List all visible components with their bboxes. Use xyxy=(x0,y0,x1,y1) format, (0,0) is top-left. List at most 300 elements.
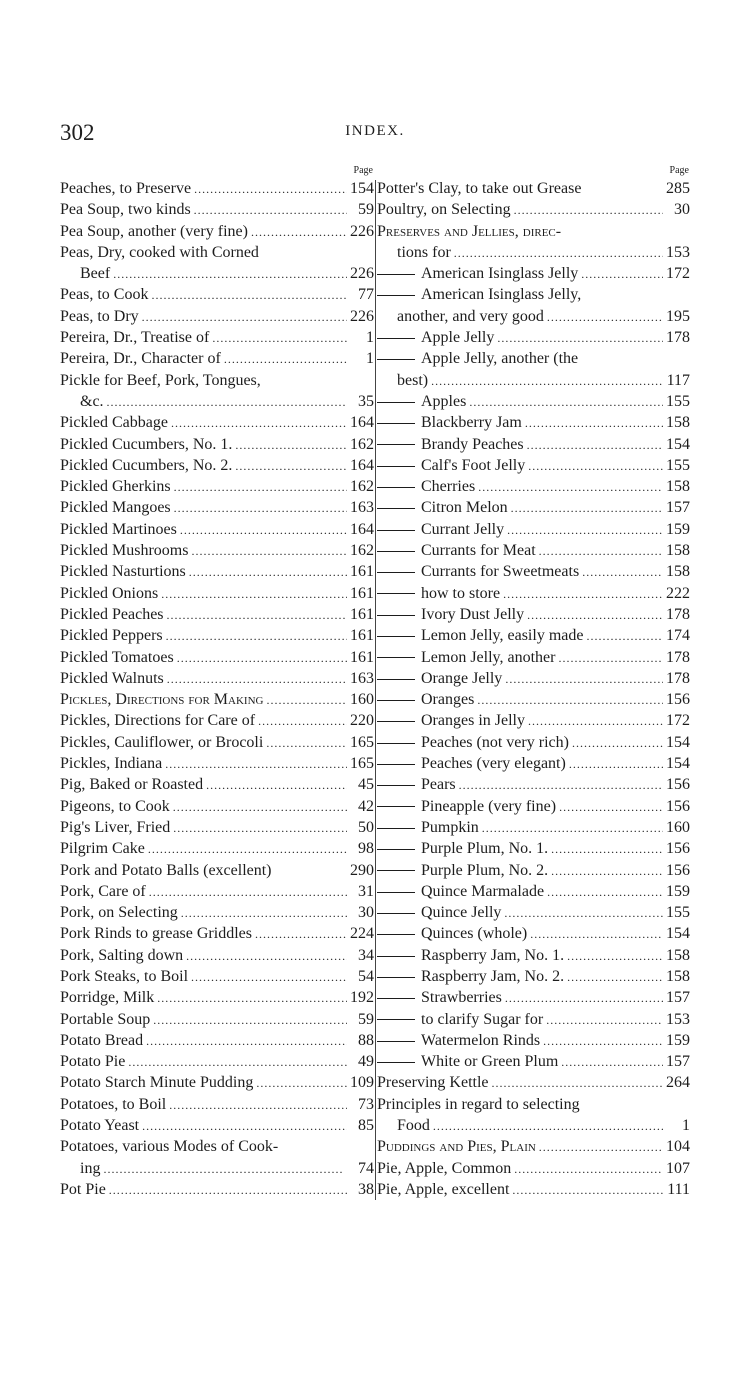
index-entry xyxy=(377,732,690,753)
entry-page-number: 31 xyxy=(358,882,374,900)
index-entry xyxy=(60,860,374,881)
entry-page-number: 107 xyxy=(666,1159,690,1177)
entry-page-number: 161 xyxy=(350,605,374,623)
index-entry xyxy=(377,327,690,348)
entry-page-number: 30 xyxy=(674,201,690,219)
entry-title: Pickled Gherkins xyxy=(60,478,171,496)
index-entry xyxy=(377,348,690,369)
entry-title: Pickled Onions xyxy=(60,584,159,602)
entry-title: Pickled Walnuts xyxy=(60,669,164,687)
index-entry xyxy=(377,1115,690,1136)
entry-page-number: 158 xyxy=(666,946,690,964)
dot-leader xyxy=(142,306,347,327)
entry-title: Potter's Clay, to take out Grease xyxy=(377,180,582,197)
entry-page-number: 104 xyxy=(666,1138,690,1156)
index-entry xyxy=(60,1072,374,1093)
entry-title: Pig's Liver, Fried xyxy=(60,818,171,836)
entry-title: Pickled Mangoes xyxy=(60,499,171,517)
entry-page-number: 50 xyxy=(358,818,374,836)
entry-page-number: 172 xyxy=(666,265,690,283)
entry-page-number: 172 xyxy=(666,712,690,730)
dot-leader xyxy=(212,327,347,348)
running-head: INDEX. xyxy=(345,123,405,139)
entry-page-number: 162 xyxy=(350,478,374,496)
entry-title: American Isinglass Jelly, xyxy=(377,284,581,305)
entry-page-number: 156 xyxy=(666,776,690,794)
dot-leader xyxy=(567,945,663,966)
entry-title: Potatoes, to Boil xyxy=(60,1095,167,1113)
entry-page-number: 160 xyxy=(666,818,690,836)
dot-leader xyxy=(547,881,663,902)
dot-leader xyxy=(180,519,347,540)
index-entry xyxy=(377,923,690,944)
dot-leader xyxy=(157,987,347,1008)
dot-leader xyxy=(569,753,663,774)
entry-title: Preserves and Jellies, direc- xyxy=(377,222,562,240)
dot-leader xyxy=(581,263,663,284)
entry-page-number: 285 xyxy=(666,180,690,197)
index-entry xyxy=(377,519,690,540)
index-entry xyxy=(377,710,690,731)
entry-title: Pickled Peaches xyxy=(60,605,164,623)
entry-title: Purple Plum, No. 1. xyxy=(377,838,548,859)
index-entry xyxy=(60,497,374,518)
index-entry xyxy=(60,710,374,731)
dot-leader xyxy=(174,497,347,518)
dot-leader xyxy=(503,583,663,604)
entry-page-number: 77 xyxy=(358,286,374,304)
dot-leader xyxy=(527,434,663,455)
entry-title: Potatoes, various Modes of Cook- xyxy=(60,1138,279,1156)
entry-title: Pears xyxy=(377,774,456,795)
dot-leader xyxy=(527,604,663,625)
index-entry xyxy=(60,221,374,242)
dot-leader xyxy=(166,625,347,646)
entry-page-number: 1 xyxy=(366,329,374,347)
dot-leader xyxy=(194,178,347,199)
entry-page-number: 161 xyxy=(350,627,374,645)
index-entry xyxy=(60,306,374,327)
index-entry xyxy=(60,370,374,391)
entry-page-number: 220 xyxy=(350,712,374,730)
entry-title: Pork and Potato Balls (excellent) xyxy=(60,861,272,879)
index-entry xyxy=(377,668,690,689)
index-entry xyxy=(60,1179,374,1200)
entry-title: Peaches (not very rich) xyxy=(377,732,569,753)
entry-page-number: 154 xyxy=(350,180,374,197)
entry-page-number: 162 xyxy=(350,542,374,560)
entry-page-number: 178 xyxy=(666,648,690,666)
index-entry xyxy=(377,1030,690,1051)
entry-page-number: 163 xyxy=(350,669,374,687)
dot-leader xyxy=(149,881,347,902)
index-entry xyxy=(60,412,374,433)
dot-leader xyxy=(107,391,347,412)
entry-title: Orange Jelly xyxy=(377,668,502,689)
entry-page-number: 98 xyxy=(358,840,374,858)
entry-page-number: 157 xyxy=(666,989,690,1007)
entry-title: Lemon Jelly, easily made xyxy=(377,625,583,646)
entry-page-number: 161 xyxy=(350,563,374,581)
entry-title: American Isinglass Jelly xyxy=(377,263,578,284)
index-entry xyxy=(377,625,690,646)
entry-title: Apples xyxy=(377,391,466,412)
index-entry xyxy=(377,583,690,604)
entry-title: Puddings and Pies, Plain xyxy=(377,1138,536,1156)
index-entry xyxy=(377,796,690,817)
entry-title: Pie, Apple, Common xyxy=(377,1159,512,1177)
entry-title: Lemon Jelly, another xyxy=(377,647,555,668)
dot-leader xyxy=(167,668,347,689)
dot-leader xyxy=(266,732,347,753)
entry-title: Calf's Foot Jelly xyxy=(377,455,525,476)
dot-leader xyxy=(142,1115,347,1136)
entry-title: Brandy Peaches xyxy=(377,434,524,455)
entry-title: Purple Plum, No. 2. xyxy=(377,860,548,881)
index-entry xyxy=(377,860,690,881)
index-entry xyxy=(60,732,374,753)
entry-title: another, and very good xyxy=(397,307,544,325)
entry-page-number: 157 xyxy=(666,1053,690,1071)
entry-page-number: 162 xyxy=(350,435,374,453)
entry-title: Citron Melon xyxy=(377,497,508,518)
dot-leader xyxy=(173,796,347,817)
entry-title: Cherries xyxy=(377,476,475,497)
index-entry xyxy=(60,1009,374,1030)
index-column-left xyxy=(60,164,374,1200)
dot-leader xyxy=(514,199,663,220)
entry-page-number: 174 xyxy=(666,627,690,645)
dot-leader xyxy=(478,476,663,497)
entry-title: tions for xyxy=(397,243,451,261)
entry-page-number: 158 xyxy=(666,542,690,560)
dot-leader xyxy=(530,923,663,944)
entry-page-number: 111 xyxy=(667,1180,690,1198)
entry-title: Peas, to Dry xyxy=(60,307,139,325)
index-column-right xyxy=(377,164,690,1200)
entry-page-number: 156 xyxy=(666,840,690,858)
entry-page-number: 164 xyxy=(350,414,374,432)
entry-title: Beef xyxy=(80,265,111,283)
dot-leader xyxy=(505,668,663,689)
entry-title: Quince Marmalade xyxy=(377,881,544,902)
entry-title: Pie, Apple, excellent xyxy=(377,1180,510,1198)
index-entry xyxy=(377,540,690,561)
entry-title: Peas, to Cook xyxy=(60,286,149,304)
dot-leader xyxy=(505,987,663,1008)
entry-title: Pickled Cabbage xyxy=(60,414,168,432)
index-entry xyxy=(377,604,690,625)
entry-page-number: 165 xyxy=(350,755,374,773)
index-entry xyxy=(377,647,690,668)
entry-title: White or Green Plum xyxy=(377,1051,558,1072)
entry-page-number: 222 xyxy=(666,584,690,602)
index-entry xyxy=(377,1072,690,1093)
entry-page-number: 45 xyxy=(358,776,374,794)
entry-page-number: 165 xyxy=(350,733,374,751)
entry-title: Pickles, Cauliflower, or Brocoli xyxy=(60,733,264,751)
index-entry xyxy=(60,284,374,305)
index-entry xyxy=(60,945,374,966)
entry-page-number: 74 xyxy=(358,1159,374,1177)
dot-leader xyxy=(431,370,663,391)
dot-leader xyxy=(512,1179,663,1200)
dot-leader xyxy=(586,625,663,646)
entry-page-number: 192 xyxy=(350,989,374,1007)
entry-title: Portable Soup xyxy=(60,1010,151,1028)
index-entry xyxy=(60,838,374,859)
index-entry xyxy=(377,242,690,263)
entry-page-number: 1 xyxy=(682,1117,690,1135)
entry-title: Potato Pie xyxy=(60,1053,126,1071)
dot-leader xyxy=(543,1030,663,1051)
entry-title: best) xyxy=(397,371,429,389)
index-entry xyxy=(60,966,374,987)
dot-leader xyxy=(558,647,663,668)
dot-leader xyxy=(148,838,347,859)
dot-leader xyxy=(181,902,347,923)
column-divider xyxy=(375,180,376,1200)
entry-title: Raspberry Jam, No. 1. xyxy=(377,945,564,966)
index-entry xyxy=(60,1094,374,1115)
index-entry xyxy=(377,370,690,391)
entry-page-number: 195 xyxy=(666,307,690,325)
entry-title: Pigeons, to Cook xyxy=(60,797,170,815)
entry-page-number: 154 xyxy=(666,435,690,453)
entry-title: Pork, Salting down xyxy=(60,946,184,964)
entry-page-number: 42 xyxy=(358,797,374,815)
index-entry xyxy=(60,561,374,582)
index-entry xyxy=(60,583,374,604)
entry-title: Pork, on Selecting xyxy=(60,904,178,922)
entry-page-number: 159 xyxy=(666,882,690,900)
entry-title: Pickled Cucumbers, No. 2. xyxy=(60,456,233,474)
page-number: 302 xyxy=(60,120,95,145)
entry-page-number: 164 xyxy=(350,456,374,474)
entry-title: Pickled Mushrooms xyxy=(60,542,189,560)
entry-page-number: 226 xyxy=(350,265,374,283)
dot-leader xyxy=(547,306,663,327)
entry-title: Currants for Meat xyxy=(377,540,536,561)
dot-leader xyxy=(186,945,347,966)
dot-leader xyxy=(528,455,663,476)
index-entry xyxy=(377,1051,690,1072)
entry-page-number: 88 xyxy=(358,1031,374,1049)
entry-page-number: 155 xyxy=(666,392,690,410)
entry-title: Quinces (whole) xyxy=(377,923,527,944)
entry-title: Oranges in Jelly xyxy=(377,710,525,731)
index-entry xyxy=(60,1136,374,1157)
index-entry xyxy=(377,306,690,327)
entry-page-number: 1 xyxy=(366,350,374,368)
entry-title: Preserving Kettle xyxy=(377,1074,489,1092)
entry-title: Porridge, Milk xyxy=(60,989,155,1007)
entry-title: Pickled Peppers xyxy=(60,627,163,645)
index-entry xyxy=(60,178,374,199)
dot-leader xyxy=(433,1115,663,1136)
entry-title: Apple Jelly xyxy=(377,327,494,348)
index-entry xyxy=(60,625,374,646)
entry-page-number: 34 xyxy=(358,946,374,964)
entry-title: Watermelon Rinds xyxy=(377,1030,540,1051)
entry-title: to clarify Sugar for xyxy=(377,1009,543,1030)
entry-page-number: 224 xyxy=(350,925,374,943)
entry-title: Currants for Sweetmeats xyxy=(377,561,579,582)
index-entry xyxy=(377,774,690,795)
entry-title: Pickle for Beef, Pork, Tongues, xyxy=(60,371,261,389)
index-entry xyxy=(60,434,374,455)
entry-title: Ivory Dust Jelly xyxy=(377,604,524,625)
dot-leader xyxy=(511,497,663,518)
entry-page-number: 156 xyxy=(666,861,690,879)
entry-title: Pilgrim Cake xyxy=(60,840,145,858)
index-entry xyxy=(377,434,690,455)
entry-page-number: 160 xyxy=(350,691,374,709)
index-entry xyxy=(60,881,374,902)
entry-title: Pereira, Dr., Treatise of xyxy=(60,329,210,347)
entry-page-number: 156 xyxy=(666,797,690,815)
entry-title: Pickled Cucumbers, No. 1. xyxy=(60,435,233,453)
entry-page-number: 178 xyxy=(666,329,690,347)
entry-page-number: 178 xyxy=(666,669,690,687)
entry-page-number: 156 xyxy=(666,691,690,709)
dot-leader xyxy=(477,689,663,710)
entry-title: Pig, Baked or Roasted xyxy=(60,776,204,794)
dot-leader xyxy=(561,1051,663,1072)
index-entry xyxy=(377,881,690,902)
index-entry xyxy=(60,774,374,795)
index-entry xyxy=(377,966,690,987)
dot-leader xyxy=(582,561,663,582)
entry-title: Pea Soup, another (very fine) xyxy=(60,222,248,240)
index-entry xyxy=(60,796,374,817)
index-entry xyxy=(377,284,690,305)
dot-leader xyxy=(151,284,347,305)
entry-page-number: 73 xyxy=(358,1095,374,1113)
entry-page-number: 164 xyxy=(350,520,374,538)
entry-page-number: 38 xyxy=(358,1180,374,1198)
index-entry xyxy=(60,817,374,838)
entry-page-number: 59 xyxy=(358,1010,374,1028)
index-entry xyxy=(377,1094,690,1115)
dot-leader xyxy=(235,455,347,476)
dot-leader xyxy=(559,796,663,817)
entry-page-number: 49 xyxy=(358,1053,374,1071)
entry-page-number: 157 xyxy=(666,499,690,517)
index-entry xyxy=(60,1030,374,1051)
entry-page-number: 158 xyxy=(666,414,690,432)
entry-title: Quince Jelly xyxy=(377,902,501,923)
dot-leader xyxy=(171,412,347,433)
index-entry xyxy=(377,497,690,518)
dot-leader xyxy=(492,1072,663,1093)
index-entry xyxy=(60,1051,374,1072)
index-entry xyxy=(60,519,374,540)
entry-title: Potato Starch Minute Pudding xyxy=(60,1074,254,1092)
index-entry xyxy=(60,455,374,476)
entry-title: Pereira, Dr., Character of xyxy=(60,350,221,368)
dot-leader xyxy=(567,966,663,987)
entry-title: Raspberry Jam, No. 2. xyxy=(377,966,564,987)
entry-title: Pea Soup, two kinds xyxy=(60,201,191,219)
entry-title: Apple Jelly, another (the xyxy=(377,348,578,369)
entries-right xyxy=(377,178,690,1200)
dot-leader xyxy=(161,583,347,604)
entry-title: Pork Steaks, to Boil xyxy=(60,967,189,985)
dot-leader xyxy=(251,221,347,242)
entry-page-number: 153 xyxy=(666,1010,690,1028)
entry-title: Pickles, Directions for Care of xyxy=(60,712,256,730)
index-entry xyxy=(60,604,374,625)
dot-leader xyxy=(256,1072,347,1093)
entry-page-number: 35 xyxy=(358,392,374,410)
dot-leader xyxy=(177,647,347,668)
entry-title: Pickles, Directions for Making xyxy=(60,691,264,709)
entry-title: Blackberry Jam xyxy=(377,412,522,433)
entry-page-number: 54 xyxy=(358,967,374,985)
dot-leader xyxy=(153,1009,347,1030)
entry-page-number: 178 xyxy=(666,605,690,623)
entry-page-number: 154 xyxy=(666,733,690,751)
dot-leader xyxy=(173,817,347,838)
dot-leader xyxy=(528,710,663,731)
index-entry xyxy=(377,1009,690,1030)
dot-leader xyxy=(482,817,663,838)
entries-left xyxy=(60,178,374,1200)
entry-page-number: 264 xyxy=(666,1074,690,1092)
index-entry xyxy=(377,476,690,497)
entry-title: Oranges xyxy=(377,689,474,710)
dot-leader xyxy=(189,561,347,582)
index-entry xyxy=(60,668,374,689)
dot-leader xyxy=(514,1158,663,1179)
index-entry xyxy=(377,178,690,199)
entry-title: Currant Jelly xyxy=(377,519,504,540)
entry-title: Principles in regard to selecting xyxy=(377,1095,580,1113)
index-entry xyxy=(377,199,690,220)
entry-title: &c. xyxy=(80,392,104,410)
entry-page-number: 159 xyxy=(666,520,690,538)
entry-page-number: 290 xyxy=(350,861,374,879)
entry-page-number: 158 xyxy=(666,563,690,581)
entry-page-number: 226 xyxy=(350,307,374,325)
entry-page-number: 226 xyxy=(350,222,374,240)
index-entry xyxy=(60,476,374,497)
entry-title: Peaches, to Preserve xyxy=(60,180,192,197)
dot-leader xyxy=(497,327,663,348)
index-entry xyxy=(377,838,690,859)
dot-leader xyxy=(572,732,663,753)
dot-leader xyxy=(113,263,347,284)
entry-title: ing xyxy=(80,1159,101,1177)
index-entry xyxy=(60,689,374,710)
entry-title: Pork, Care of xyxy=(60,882,146,900)
entry-page-number: 154 xyxy=(666,925,690,943)
index-entry xyxy=(60,647,374,668)
dot-leader xyxy=(546,1009,663,1030)
entry-page-number: 161 xyxy=(350,648,374,666)
entry-page-number: 155 xyxy=(666,456,690,474)
dot-leader xyxy=(507,519,663,540)
index-entry xyxy=(377,412,690,433)
index-entry xyxy=(60,902,374,923)
index-entry xyxy=(60,391,374,412)
index-entry xyxy=(377,221,690,242)
dot-leader xyxy=(169,1094,347,1115)
dot-leader xyxy=(165,753,347,774)
index-entry xyxy=(377,391,690,412)
dot-leader xyxy=(128,1051,347,1072)
